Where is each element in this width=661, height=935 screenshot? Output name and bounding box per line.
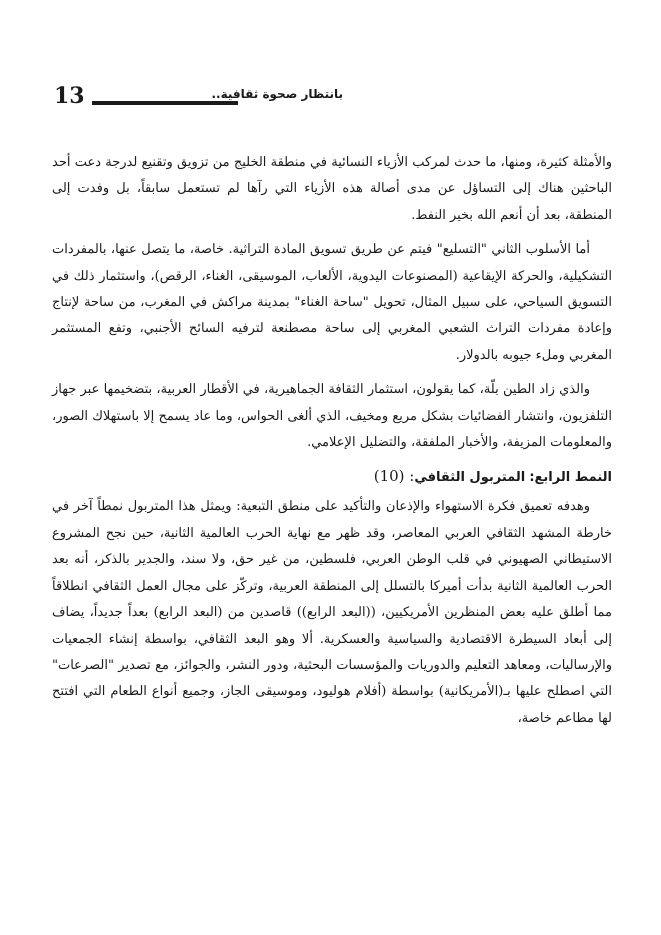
paragraph-2: أما الأسلوب الثاني "التسليع" فيتم عن طريق تسويق المادة التراثية. خاصة، ما يتصل عنها، بالمفردات التشكيلية، والحركة الإيقاعية (المصنوعات اليدوية، الألعاب، الموسيقى، الغناء، الرقص)، واستثمار ذلك في التسويق السياحي، على سبيل المثال، تحويل "ساحة الغناء" بمدينة مراكش في المغرب، من ساحة لإنتاج وإعادة مفردات التراث الشعبي المغربي إلى ساحة مصطنعة لترفيه السائح الأجنبي، وتفع المستثمر المغربي وملء جيوبه بالدولار. xyxy=(52,242,612,363)
section-heading xyxy=(52,462,612,492)
page-number: 13 xyxy=(54,83,85,109)
section-number: : (10) xyxy=(373,467,415,486)
paragraph-1: والأمثلة كثيرة، ومنها، ما حدث لمركب الأزياء النسائية في منطقة الخليج من تزويق وتقنيع لدرجة دعت أحد الباحثين هناك إلى التساؤل عن مدى أصالة هذه الأزياء التي رآها لم تستعمل سابقاً، بل وفدت إلى المنطقة، بعد أن أنعم الله بخير النفط. xyxy=(52,155,612,223)
paragraph-3: والذي زاد الطين بلّة، كما يقولون، استثمار الثقافة الجماهيرية، في الأقطار العربية، بتضخيمها عبر جهاز التلفزيون، وانتشار الفضائيات بشكل مريع ومخيف، الذي ألغى الحواس، وما عاد يسمح إلا باستهلاك الصور، والمعلومات المزيفة، والأخبار الملفقة، والتضليل الإعلامي. xyxy=(52,382,612,451)
paragraph-4: وهدفه تعميق فكرة الاستهواء والإذعان والتأكيد على منطق التبعية: ويمثل هذا المتربول نمطاً آخر في خارطة المشهد الثقافي العربي المعاصر، وقد ظهر مع نهاية الحرب العالمية الثانية، حين نجح المشروع الاستيطاني الصهيوني في قلب الوطن العربي، فلسطين، من غير حق، ولا سند، والجدير بالذكر، أنه بعد الحرب العالمية الثانية بدأت أميركا بالتسلل إلى المنطقة العربية، وتركّز على مجال العمل الثقافي انطلاقاً مما أطلق عليه بعض المنظرين الأمريكيين، ((البعد الرابع)) قاصدين من (البعد الرابع) بعداً جديداً، يضاف إلى أبعاد السيطرة الاقتصادية والسياسية والعسكرية. ألا وهو البعد الثقافي، بواسطة إنشاء الجمعيات والإرساليات، ومعاهد التعليم والدوريات والمؤسسات البحثية، ودور النشر، والجوائز، مع تصدير "الصرعات" التي اصطلح عليها بـ(الأمريكانية) بواسطة (أفلام هوليود، وموسيقى الجاز، وجميع أنواع الطعام التي افتتح لها مطاعم خاصة، xyxy=(52,499,612,726)
body-text xyxy=(52,150,612,732)
section-label: النمط الرابع: xyxy=(529,470,612,486)
section-title: المتربول الثقافي xyxy=(414,470,526,486)
running-title: بانتظار صحوة ثقافية.. xyxy=(211,87,343,101)
